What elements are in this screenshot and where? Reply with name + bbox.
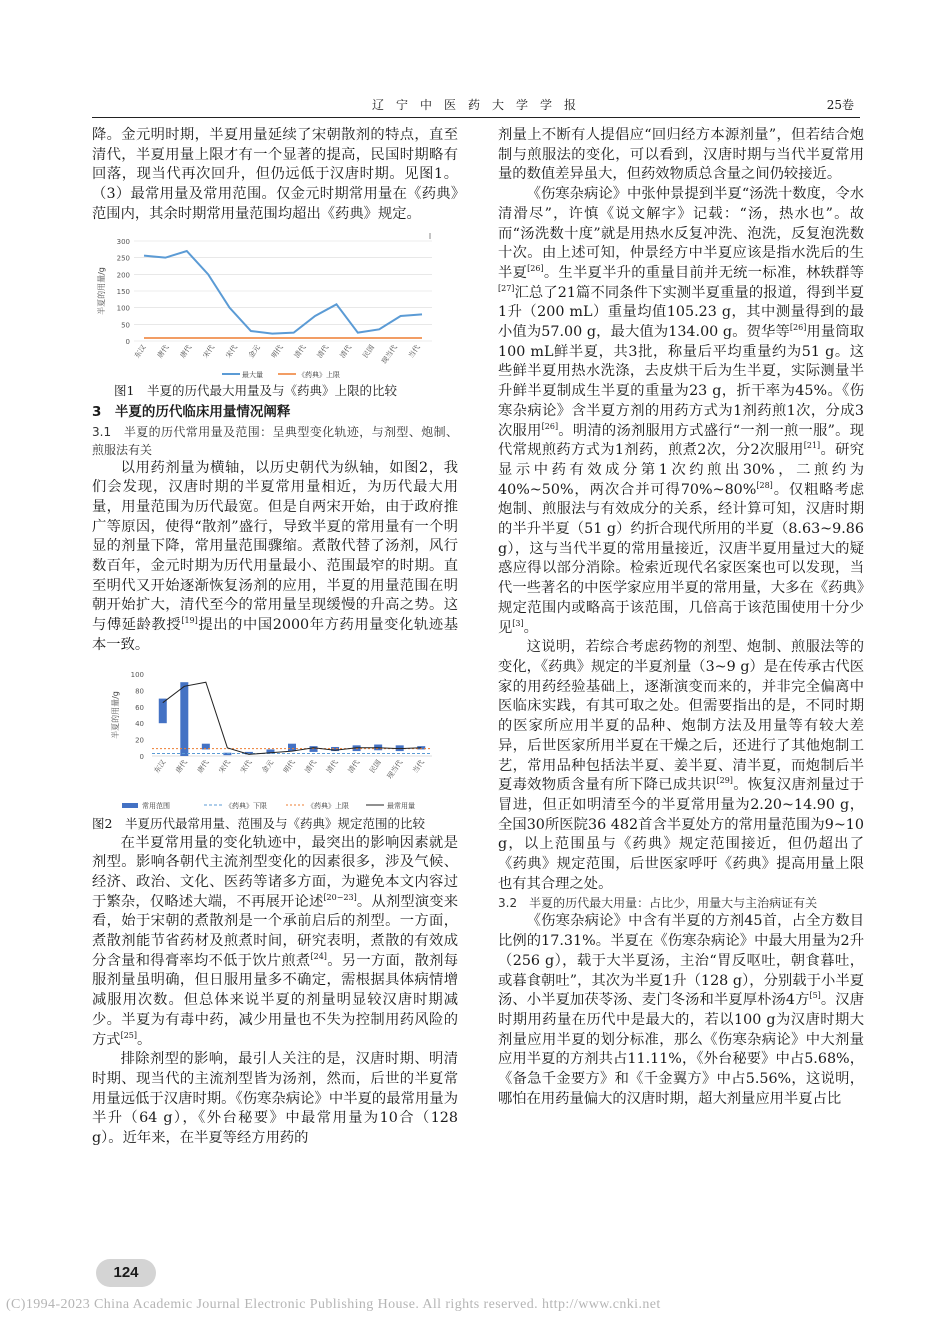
paragraph-text: 《伤寒杂病论》中张仲景提到半夏“汤洗十数度，令水清滑尽”，许慎《说文解字》记载：“汤，热水也”。故而“汤洗数十度”就是用热水反复冲洗、泡洗，反复泡洗数十次。由上述可知，仲景经方中半夏应该是指水洗后的生半夏 — [498, 186, 864, 281]
paragraph — [498, 912, 864, 1109]
paragraph — [92, 834, 458, 1051]
citation: [28] — [756, 480, 773, 490]
citation: [5] — [809, 991, 821, 1001]
page-number: 124 — [96, 1259, 156, 1287]
y-tick-label: 20 — [135, 736, 144, 745]
citation: [26] — [789, 323, 807, 333]
paragraph-text: 汇总了21篇不同条件下实测半夏重量的报道，得到半夏1升（200 mL）重量均值105.23 g，其中测量得到的最小值为57.00 g，最大值为134.00 g。贺华等 — [498, 284, 864, 341]
legend-label: 最大量 — [242, 370, 263, 379]
subsection-heading: 3.2 半夏的历代最大用量：占比少，用量大与主治病证有关 — [498, 896, 818, 911]
x-tick-label: 清代 — [303, 758, 319, 775]
x-tick-label: 清代 — [338, 343, 354, 360]
x-tick-label: 宋代 — [201, 343, 217, 360]
paragraph: 降。金元明时期，半夏用量延续了宋朝散剂的特点，直至清代，半夏用量上限才有一个显著的提高，民国时期略有回落，现当代再次回升，但仍远低于汉唐时期。见图1。（3）最常用量及常用范围。仅金元时期常用量在《药典》范围内，其余时期常用量范围均超出《药典》规定。 — [92, 127, 458, 222]
y-tick-label: 80 — [135, 686, 144, 695]
x-tick-label: 现当代 — [380, 343, 399, 365]
paragraph-text: 。另一方面，散剂每服剂量虽明确，但日服用量多不确定，需根据具体病情增减服用次数。但总体来说半夏的剂量明显较汉唐时期减少。半夏为有毒中药，减少用量也不失为控制用药风险的方式 — [92, 952, 459, 1048]
paragraph-text: 。生半夏半升的重量目前并无统一标准，林轶群等 — [543, 264, 865, 281]
paragraph-text: 用量筒取100 mL鲜半夏，共3批，称量后平均重量约为51 g。这些鲜半夏用热水洗涤，去皮烘干后为生半夏，实际测量半升鲜半夏制成生半夏的重量为23 g，折干率为45%。《伤寒杂病论》含半夏方剂的用药方式为1剂药煎1次，分成3次服用 — [498, 324, 864, 439]
journal-name: 辽宁中医药大学学报 — [372, 98, 589, 112]
citation: [24] — [310, 952, 327, 961]
copyright-footer: (C)1994-2023 China Academic Journal Electronic Publishing House. All rights reserved. http://www.cnki.net — [6, 1297, 661, 1312]
y-tick-label: 0 — [139, 752, 144, 761]
x-tick-label: 清代 — [346, 758, 362, 775]
paragraph-text: 。研究显示中药有效成分第1次约煎出30%，二煎约为40%~50%，两次合并可得70%~80% — [498, 442, 864, 498]
paragraph-text: 。恢复汉唐剂量过于冒进，但正如明清至今的半夏常用量为2.20~14.90 g，全国30所医院36 482首含半夏处方的常用量范围为9~10 g，以上范围虽与《药典》规定范围接近，但仍超出了《药典》规定范围，后世医家呼吁《药典》提高用量上限也有其合理之处。 — [498, 777, 865, 892]
paragraph-text: 提出的中国2000年方药用量变化轨迹基本一致。 — [92, 617, 459, 653]
y-tick-label: 150 — [116, 287, 130, 296]
left-column — [92, 126, 458, 1149]
citation: [25] — [120, 1030, 138, 1040]
legend-swatch — [122, 803, 138, 808]
legend-label: 《药典》上限 — [298, 370, 340, 379]
x-tick-label: 唐代 — [178, 343, 194, 360]
x-tick-label: 明代 — [270, 343, 285, 360]
figure-2-caption: 图2 半夏历代最常用量、范围及与《药典》规定范围的比较 — [92, 815, 425, 831]
y-tick-label: 60 — [135, 703, 144, 712]
y-tick-label: 300 — [116, 237, 130, 246]
x-tick-label: 当代 — [411, 758, 426, 775]
x-tick-label: 金元 — [247, 343, 262, 360]
paragraph: 排除剂型的影响，最引人关注的是，汉唐时期、明清时期、现当代的主流剂型皆为汤剂，然而，后世的半夏常用量远低于汉唐时期。《伤寒杂病论》中半夏的最常用量为半升（64 g），《外台秘要》中最常用量为10合（128 g）。近年来，在半夏等经方用药的 — [92, 1051, 458, 1147]
citation: [3] — [512, 618, 524, 628]
paragraph-text: 。汉唐时期用药量在历代中是最大的，若以100 g为汉唐时期大剂量应用半夏的划分标准，那么《伤寒杂病论》中大剂量应用半夏的方剂共占11.11%，《外台秘要》中占5.68%，《备急千金要方》和《千金翼方》中占5.56%，这说明，哪怕在用药量偏大的汉唐时期，超大剂量应用半夏占比 — [498, 992, 864, 1107]
y-axis-label: 半夏的用量/g — [97, 266, 106, 315]
series-line-max — [144, 251, 422, 334]
y-tick-label: 200 — [116, 270, 130, 279]
legend-label: 《药典》下限 — [225, 801, 267, 810]
paragraph-text: 以用药剂量为横轴，以历史朝代为纵轴，如图2，我们会发现，汉唐时期的半夏常用量相近，为历代最大用量，用量范围为历代最宽。但是自两宋开始，由于政府推广等原因，使得“散剂”盛行，导致半夏的常用量有一个明显的剂量下降，常用量范围骤缩。煮散代替了汤剂，风行数百年，金元时期为历代用量最小、范围最窄的时期。直至明代又开始逐渐恢复汤剂的应用，半夏的用量范围在明朝开始扩大，清代至今的常用量呈现缓慢的升高之势。这与傅延龄教授 — [92, 459, 458, 634]
x-tick-label: 宋代 — [217, 758, 233, 775]
paragraph — [498, 185, 864, 638]
paragraph-text: 。明清的汤剂服用方式盛行“一剂一煎一服”。现代常规煎药方式为1剂药，煎煮2次，分2次服用 — [498, 422, 865, 459]
section-heading: 3 半夏的历代临床用量情况阐释 — [92, 403, 291, 420]
paragraph — [498, 638, 864, 894]
range-bar — [288, 743, 296, 750]
citation: [27] — [498, 283, 515, 293]
paragraph-text: 。 — [523, 619, 538, 636]
citation: [19] — [181, 616, 198, 626]
figure-1-caption: 图1 半夏的历代最大用量及与《药典》上限的比较 — [114, 382, 397, 398]
volume-label: 25卷 — [826, 98, 854, 112]
legend-label: 最常用量 — [387, 801, 415, 810]
citation: [21] — [803, 441, 821, 451]
figure-2 — [92, 664, 458, 814]
legend-label: 常用范围 — [142, 801, 170, 810]
paragraph-text: 。仅粗略考虑炮制、煎服法与有效成分的关系，经计算可知，汉唐时期的半升半夏（51 g）约折合现代所用的半夏（8.63~9.86 g），这与当代半夏的常用量接近，汉唐半夏用量过大的疑惑应得以部分消除。检索近现代名家医案也可以发现，当代一些著名的中医学家应用半夏的常用量，大多在《药典》规定范围内或略高于该范围，几倍高于该范围使用十分少见 — [498, 481, 864, 636]
figure-1-chart — [92, 231, 458, 381]
paragraph-text: 《伤寒杂病论》中含有半夏的方剂45首，占全方数目比例的17.31%。半夏在《伤寒杂病论》中最大用量为2升（256 g），载于大半夏汤，主治“胃反呕吐，朝食暮吐，或暮食朝吐”，其次为半夏1升（128 g），分别载于小半夏汤、小半夏加茯苓汤、麦门冬汤和半夏厚朴汤4方 — [498, 913, 864, 1009]
paragraph-text: 。 — [137, 1031, 152, 1048]
x-tick-label: 民国 — [361, 343, 376, 360]
citation: [26] — [527, 264, 544, 274]
paragraph — [92, 459, 458, 656]
y-tick-label: 50 — [121, 320, 130, 329]
x-tick-label: 宋代 — [224, 343, 239, 360]
y-tick-label: 100 — [116, 304, 130, 313]
citation: [20−23] — [323, 892, 357, 902]
right-column — [498, 126, 864, 1109]
x-tick-label: 清代 — [325, 758, 340, 775]
figure-1 — [92, 231, 458, 381]
x-tick-label: 当代 — [407, 343, 422, 360]
y-tick-label: 100 — [130, 670, 144, 679]
range-bar — [180, 682, 188, 756]
paragraph-text: 这说明，若综合考虑药物的剂型、炮制、煎服法等的变化，《药典》规定的半夏剂量（3~9 g）是在传承古代医家的用药经验基础上，逐渐演变而来的，并非完全偏离中医临床实践，有其可取之处。但需要指出的是，不同时期的医家所应用半夏的品种、炮制方法及用量等有较大差异，后世医家所用半夏在干燥之后，还进行了其他炮制工艺，常用品种包括法半夏、姜半夏、清半夏，而炮制后半夏毒效物质含量有所下降已成共识 — [498, 639, 864, 794]
y-tick-label: 0 — [125, 337, 130, 346]
x-tick-label: 明代 — [282, 758, 297, 775]
most-common-line — [163, 682, 421, 754]
citation: [26] — [541, 421, 559, 431]
subsection-heading: 3.1 半夏的历代常用量及范围：呈典型变化轨迹，与剂型、炮制、煎服法有关 — [92, 424, 458, 457]
x-tick-label: 唐代 — [174, 758, 189, 775]
paragraph-text: 。从剂型演变来看，始于宋朝的煮散剂是一个承前启后的剂型。一方面，煮散剂能节省药材及煎煮时间，研究表明，煮散的有效成分含量和得膏率均不低于饮片煎煮 — [92, 893, 459, 969]
citation: [29] — [716, 776, 733, 786]
y-tick-label: 40 — [135, 719, 144, 728]
x-tick-label: 唐代 — [155, 343, 171, 360]
x-tick-label: 东汉 — [133, 343, 148, 360]
figure-2-chart — [92, 664, 458, 814]
running-header — [92, 96, 860, 118]
x-tick-label: 民国 — [368, 758, 383, 775]
x-tick-label: 金元 — [260, 758, 276, 775]
paragraph: 剂量上不断有人提倡应“回归经方本源剂量”，但若结合炮制与煎服法的变化，可以看到，汉唐时期与当代半夏常用量的数值差异虽大，但药效物质总含量之间仍较接近。 — [498, 127, 864, 183]
x-tick-label: 宋代 — [238, 758, 254, 775]
x-tick-label: 清代 — [292, 343, 308, 360]
y-axis-label: 半夏的用量/g — [111, 690, 120, 739]
legend-label: 《药典》上限 — [307, 801, 349, 810]
x-tick-label: 现当代 — [385, 758, 405, 780]
x-tick-label: 清代 — [315, 343, 331, 360]
y-tick-label: 250 — [116, 254, 130, 263]
x-tick-label: 东汉 — [152, 758, 168, 775]
paragraph-text: 在半夏常用量的变化轨迹中，最突出的影响因素就是剂型。影响各朝代主流剂型变化的因素很多，涉及气候、经济、政治、文化、医药等诸多方面，为避免本文内容过于繁杂，仅略述大端，不再展开论述 — [92, 834, 458, 910]
x-tick-label: 唐代 — [195, 758, 211, 775]
